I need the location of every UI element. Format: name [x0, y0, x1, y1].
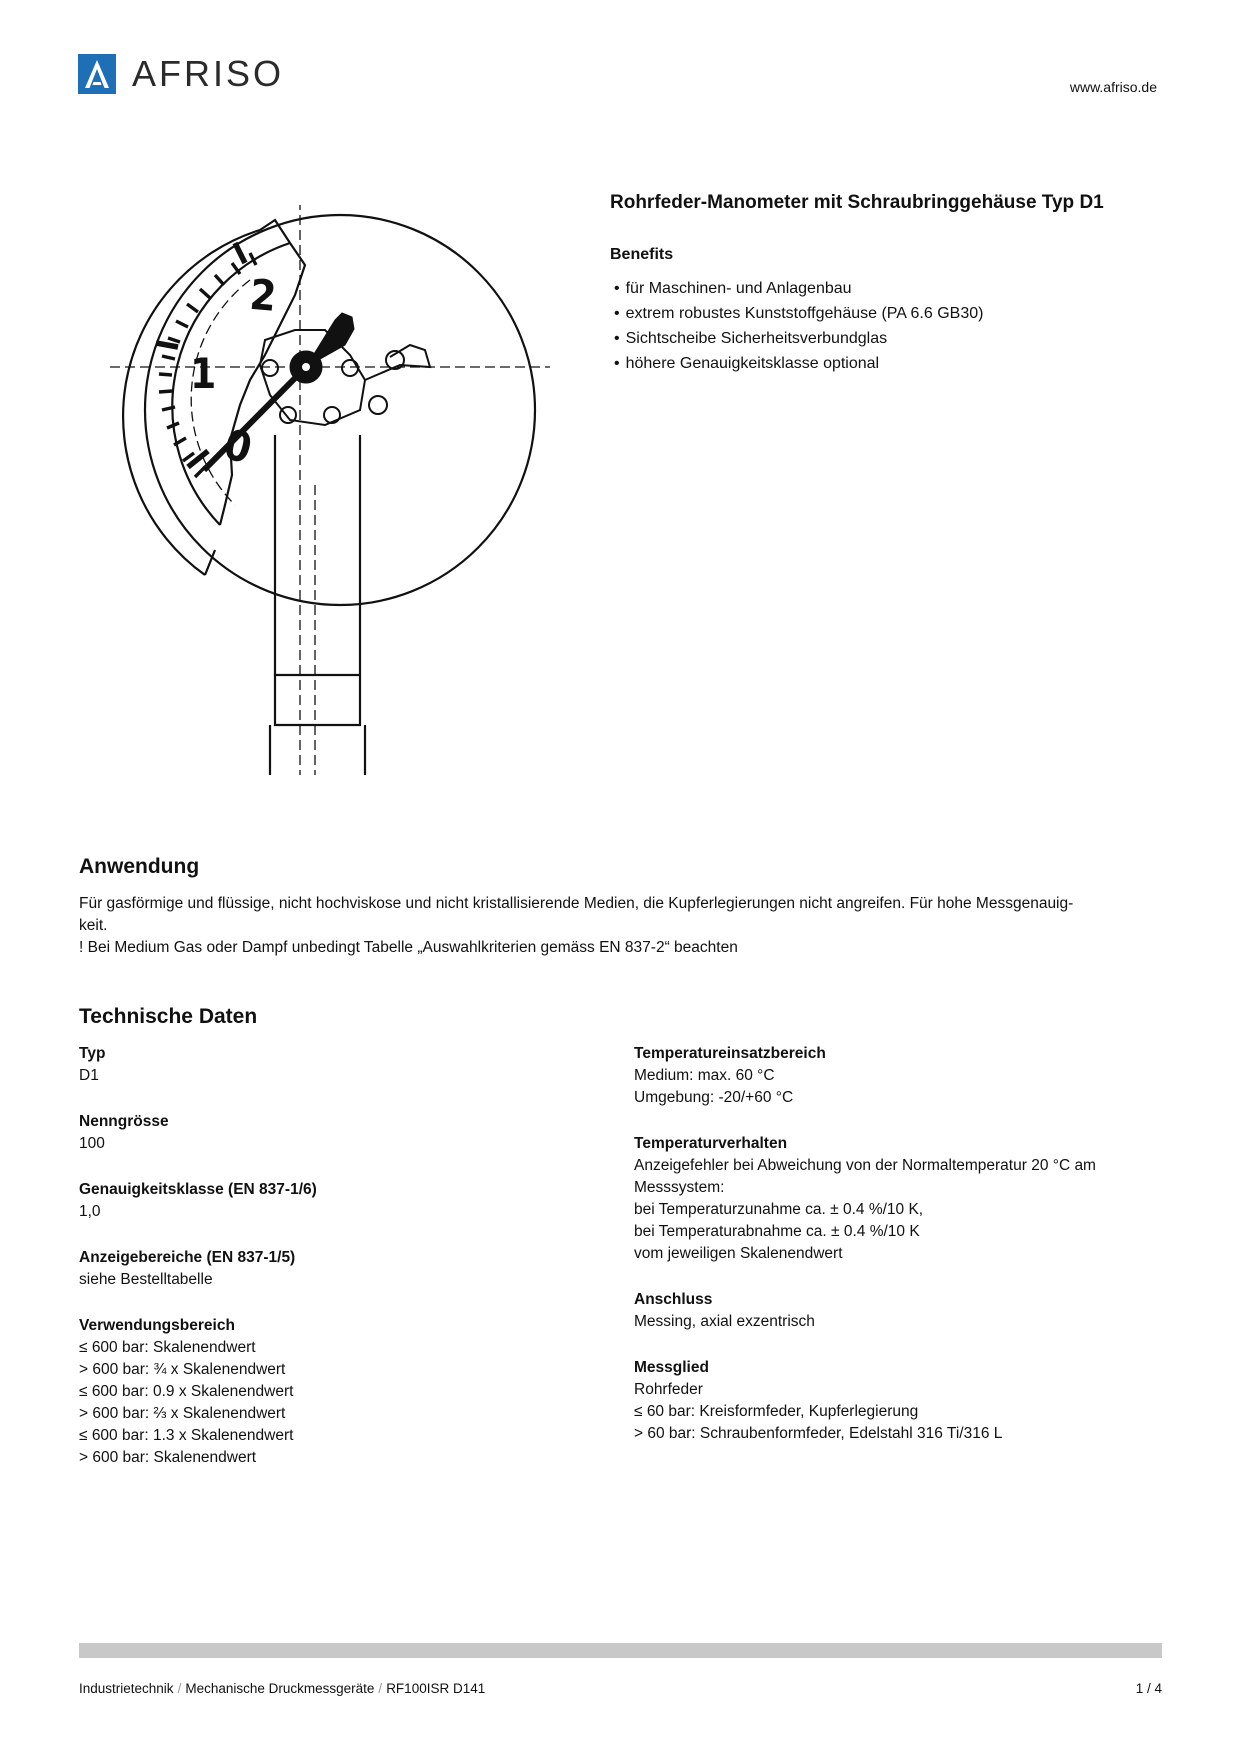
spec-value: Medium: max. 60 °C — [634, 1067, 775, 1084]
breadcrumb — [79, 1681, 485, 1696]
spec-column-left — [79, 1043, 599, 1493]
scale-label-2: 2 — [247, 269, 279, 321]
spec-title: Genauigkeitsklasse (EN 837-1/6) — [79, 1181, 317, 1198]
afriso-logo-icon — [78, 54, 116, 94]
text-line: keit. — [79, 917, 108, 934]
spec-title: Temperaturverhalten — [634, 1135, 788, 1152]
spec-value: Anzeigefehler bei Abweichung von der Normaltemperatur 20 °C am — [634, 1157, 1096, 1174]
spec-value: > 600 bar: ⅔ x Skalenendwert — [79, 1405, 286, 1422]
spec-value: ≤ 60 bar: Kreisformfeder, Kupferlegierung — [634, 1403, 919, 1420]
scale-label-0: 0 — [218, 419, 257, 474]
spec-title: Temperatureinsatzbereich — [634, 1045, 826, 1062]
spec-block — [634, 1043, 1154, 1109]
text-line: Für gasförmige und flüssige, nicht hochviskose und nicht kristallisierende Medien, die Kupferlegierungen nicht angreifen. Für hohe Messgenauig- — [79, 895, 1074, 912]
spec-block — [79, 1247, 599, 1291]
spec-value: bei Temperaturzunahme ca. ± 0.4 %/10 K, — [634, 1201, 924, 1218]
brand-name: AFRISO — [132, 53, 285, 94]
website-link[interactable]: www.afriso.de — [1069, 79, 1157, 95]
brand-logo — [78, 54, 284, 94]
spec-value: Umgebung: -20/+60 °C — [634, 1089, 794, 1106]
spec-block — [79, 1043, 599, 1087]
section-heading-anwendung: Anwendung — [79, 855, 200, 878]
scale-label-1: 1 — [190, 349, 217, 398]
spec-block — [79, 1315, 599, 1469]
spec-title: Verwendungsbereich — [79, 1317, 235, 1334]
spec-block — [634, 1357, 1154, 1445]
breadcrumb-item: RF100ISR D141 — [386, 1681, 486, 1696]
pressure-gauge-drawing — [110, 205, 560, 775]
spec-value: 100 — [79, 1135, 105, 1152]
benefits-list — [614, 276, 983, 376]
spec-value: Rohrfeder — [634, 1381, 703, 1398]
spec-block — [634, 1289, 1154, 1333]
spec-value: > 60 bar: Schraubenformfeder, Edelstahl 316 Ti/316 L — [634, 1425, 1003, 1442]
benefit-item: • Sichtscheibe Sicherheitsverbundglas — [614, 326, 983, 351]
spec-block — [79, 1179, 599, 1223]
benefit-item: • für Maschinen- und Anlagenbau — [614, 276, 983, 301]
spec-value: ≤ 600 bar: 1.3 x Skalenendwert — [79, 1427, 294, 1444]
spec-title: Anzeigebereiche (EN 837-1/5) — [79, 1249, 296, 1266]
spec-value: D1 — [79, 1067, 99, 1084]
section-heading-technische-daten: Technische Daten — [79, 1005, 258, 1028]
spec-value: Messing, axial exzentrisch — [634, 1313, 815, 1330]
breadcrumb-item[interactable]: Industrietechnik — [79, 1681, 174, 1696]
page-number: 1 / 4 — [1135, 1681, 1162, 1696]
benefits-heading: Benefits — [610, 246, 674, 263]
benefit-item: • höhere Genauigkeitsklasse optional — [614, 351, 983, 376]
spec-title: Nenngrösse — [79, 1113, 169, 1130]
spec-value: siehe Bestelltabelle — [79, 1271, 213, 1288]
spec-column-right — [634, 1043, 1154, 1469]
spec-title: Anschluss — [634, 1291, 713, 1308]
spec-value: ≤ 600 bar: 0.9 x Skalenendwert — [79, 1383, 294, 1400]
spec-value: > 600 bar: ¾ x Skalenendwert — [79, 1361, 286, 1378]
spec-title: Messglied — [634, 1359, 709, 1376]
spec-value: 1,0 — [79, 1203, 101, 1220]
spec-block — [79, 1111, 599, 1155]
anwendung-text — [79, 893, 1159, 959]
spec-block — [634, 1133, 1154, 1265]
spec-value: vom jeweiligen Skalenendwert — [634, 1245, 843, 1262]
footer-divider — [79, 1643, 1162, 1658]
spec-value: Messsystem: — [634, 1179, 725, 1196]
text-line: ! Bei Medium Gas oder Dampf unbedingt Tabelle „Auswahlkriterien gemäss EN 837-2“ beachten — [79, 939, 738, 956]
breadcrumb-separator: / — [378, 1681, 383, 1696]
benefit-item: • extrem robustes Kunststoffgehäuse (PA 6.6 GB30) — [614, 301, 983, 326]
spec-value: bei Temperaturabnahme ca. ± 0.4 %/10 K — [634, 1223, 920, 1240]
breadcrumb-item[interactable]: Mechanische Druckmessgeräte — [185, 1681, 375, 1696]
product-title: Rohrfeder-Manometer mit Schraubringgehäuse Typ D1 — [610, 192, 1104, 213]
breadcrumb-separator: / — [177, 1681, 182, 1696]
spec-value: ≤ 600 bar: Skalenendwert — [79, 1339, 256, 1356]
spec-value: > 600 bar: Skalenendwert — [79, 1449, 257, 1466]
spec-title: Typ — [79, 1045, 106, 1062]
